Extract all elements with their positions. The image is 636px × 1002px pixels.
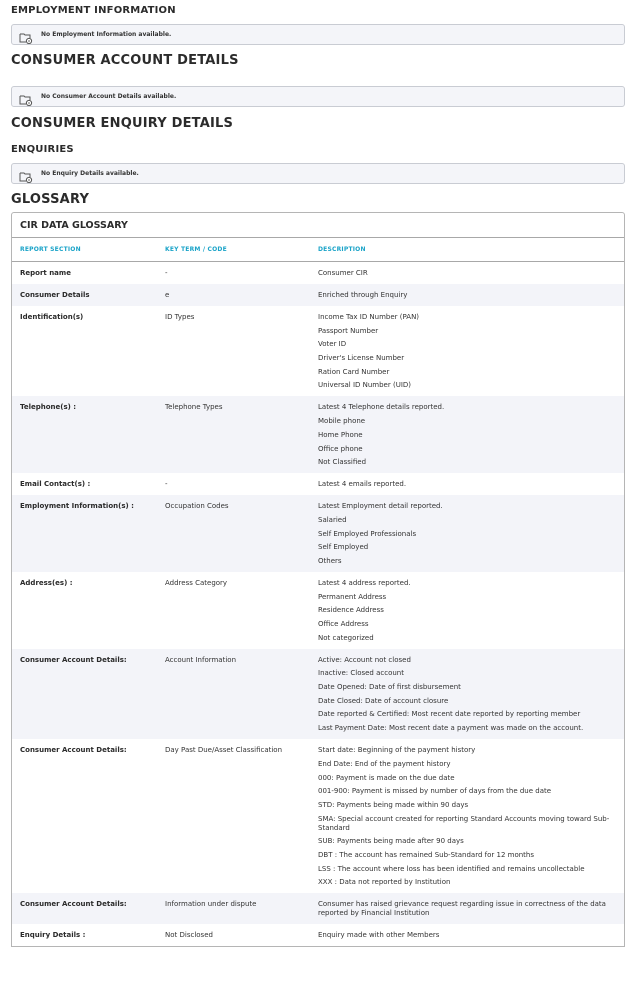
description-line: Residence Address xyxy=(318,606,384,615)
glossary-table-title: CIR DATA GLOSSARY xyxy=(12,213,624,238)
table-row xyxy=(12,893,624,924)
description-line: Latest Employment detail reported. xyxy=(318,502,443,511)
description-line: Latest 4 emails reported. xyxy=(318,480,407,489)
description-line: Latest 4 Telephone details reported. xyxy=(318,403,445,412)
glossary-header-row xyxy=(12,238,624,262)
description-line: Date Closed: Date of account closure xyxy=(318,696,449,705)
cell-key-term: Occupation Codes xyxy=(165,502,229,511)
description-line: 000: Payment is made on the due date xyxy=(318,773,455,782)
description-line: SMA: Special account created for reporting Standard Accounts moving toward Sub-Standard xyxy=(318,814,610,832)
description-line: Latest 4 address reported. xyxy=(318,578,411,587)
cell-description xyxy=(318,656,624,733)
description-line: Driver's License Number xyxy=(318,354,405,363)
table-row xyxy=(12,924,624,946)
empty-message: No Consumer Account Details available. xyxy=(41,93,177,100)
description-line: Inactive: Closed account xyxy=(318,669,404,678)
folder-info-icon xyxy=(19,29,33,41)
table-row xyxy=(12,284,624,306)
empty-message: No Enquiry Details available. xyxy=(41,170,139,177)
cell-description xyxy=(318,480,624,489)
description-line: Passport Number xyxy=(318,326,379,335)
cell-key-term: Day Past Due/Asset Classification xyxy=(165,746,283,755)
cell-key-term: - xyxy=(165,269,168,277)
cell-key-term: Information under dispute xyxy=(165,900,257,909)
cell-key-term: Account Information xyxy=(165,655,237,664)
folder-info-icon xyxy=(19,168,33,180)
description-line: Office phone xyxy=(318,444,363,453)
description-line: Last Payment Date: Most recent date a payment was made on the account. xyxy=(318,724,584,733)
description-line: Office Address xyxy=(318,620,369,628)
description-line: Others xyxy=(318,556,342,565)
consumer-enquiry-details-title: CONSUMER ENQUIRY DETAILS xyxy=(11,116,234,131)
description-line: STD: Payments being made within 90 days xyxy=(318,800,469,809)
cell-report-section: Consumer Account Details: xyxy=(20,746,127,755)
description-line: LSS : The account where loss has been identified and remains uncollectable xyxy=(318,864,585,873)
description-line: Universal ID Number (UID) xyxy=(318,381,412,390)
description-line: Date reported & Certified: Most recent date reported by reporting member xyxy=(318,710,581,719)
description-line: Mobile phone xyxy=(318,417,366,426)
cell-description xyxy=(318,403,624,467)
folder-info-icon xyxy=(19,91,33,103)
cell-report-section: Email Contact(s) : xyxy=(20,480,91,489)
description-line: Not categorized xyxy=(318,633,374,642)
cell-report-section: Address(es) : xyxy=(20,578,73,587)
cell-description xyxy=(318,579,624,643)
cell-key-term: Address Category xyxy=(165,578,228,587)
description-line: Voter ID xyxy=(318,340,347,349)
description-line: Consumer CIR xyxy=(318,269,368,277)
consumer-account-details-title: CONSUMER ACCOUNT DETAILS xyxy=(11,53,239,68)
cell-key-term: e xyxy=(165,291,170,299)
description-line: Consumer has raised grievance request regarding issue in correctness of the data reported by Financial Institution xyxy=(318,900,606,918)
column-header-description: DESCRIPTION xyxy=(318,246,366,253)
description-line: Active: Account not closed xyxy=(318,655,411,664)
description-line: DBT : The account has remained Sub-Standard for 12 months xyxy=(318,850,534,859)
table-row xyxy=(12,495,624,572)
cell-key-term: - xyxy=(165,480,168,489)
cell-report-section: Telephone(s) : xyxy=(20,403,77,412)
table-row xyxy=(12,306,624,396)
employment-information-title: EMPLOYMENT INFORMATION xyxy=(11,5,176,16)
cell-report-section: Employment Information(s) : xyxy=(20,502,134,511)
table-row xyxy=(12,739,624,893)
description-line: Self Employed Professionals xyxy=(318,529,417,538)
cell-key-term: ID Types xyxy=(165,313,195,321)
employment-empty-state xyxy=(11,24,625,45)
description-line: Enriched through Enquiry xyxy=(318,291,408,299)
cell-description xyxy=(318,269,624,278)
cell-description xyxy=(318,313,624,390)
table-row xyxy=(12,649,624,739)
cell-description xyxy=(318,502,624,566)
cell-key-term: Telephone Types xyxy=(165,403,223,412)
description-line: End Date: End of the payment history xyxy=(318,759,451,768)
description-line: Date Opened: Date of first disbursement xyxy=(318,683,461,692)
description-line: XXX : Data not reported by Institution xyxy=(318,878,451,887)
account-details-empty-state xyxy=(11,86,625,107)
description-line: Enquiry made with other Members xyxy=(318,931,440,940)
column-header-key-term: KEY TERM / CODE xyxy=(165,246,227,253)
glossary-title: GLOSSARY xyxy=(11,192,90,207)
cell-report-section: Consumer Account Details: xyxy=(20,655,127,664)
description-line: Home Phone xyxy=(318,430,363,439)
cell-description xyxy=(318,931,624,940)
cell-report-section: Enquiry Details : xyxy=(20,931,86,940)
description-line: SUB: Payments being made after 90 days xyxy=(318,837,464,846)
cell-key-term: Not Disclosed xyxy=(165,931,213,940)
description-line: Salaried xyxy=(318,515,347,524)
enquiry-empty-state xyxy=(11,163,625,184)
cell-description xyxy=(318,900,624,918)
cell-report-section: Report name xyxy=(20,269,71,277)
cell-description xyxy=(318,746,624,887)
description-line: Self Employed xyxy=(318,543,369,552)
table-row xyxy=(12,262,624,284)
description-line: Permanent Address xyxy=(318,592,387,601)
cell-description xyxy=(318,291,624,300)
description-line: Start date: Beginning of the payment history xyxy=(318,746,476,755)
column-header-report-section: REPORT SECTION xyxy=(20,246,81,253)
description-line: 001-900: Payment is missed by number of days from the due date xyxy=(318,787,552,796)
description-line: Ration Card Number xyxy=(318,367,390,376)
cell-report-section: Consumer Details xyxy=(20,291,90,299)
empty-message: No Employment Information available. xyxy=(41,31,172,38)
enquiries-subtitle: ENQUIRIES xyxy=(11,144,74,155)
glossary-body xyxy=(12,262,624,946)
table-row xyxy=(12,572,624,649)
description-line: Not Classified xyxy=(318,458,367,467)
description-line: Income Tax ID Number (PAN) xyxy=(318,313,420,321)
cell-report-section: Identification(s) xyxy=(20,313,84,321)
table-row xyxy=(12,396,624,473)
cell-report-section: Consumer Account Details: xyxy=(20,900,127,909)
table-row xyxy=(12,473,624,495)
glossary-table xyxy=(11,212,625,947)
